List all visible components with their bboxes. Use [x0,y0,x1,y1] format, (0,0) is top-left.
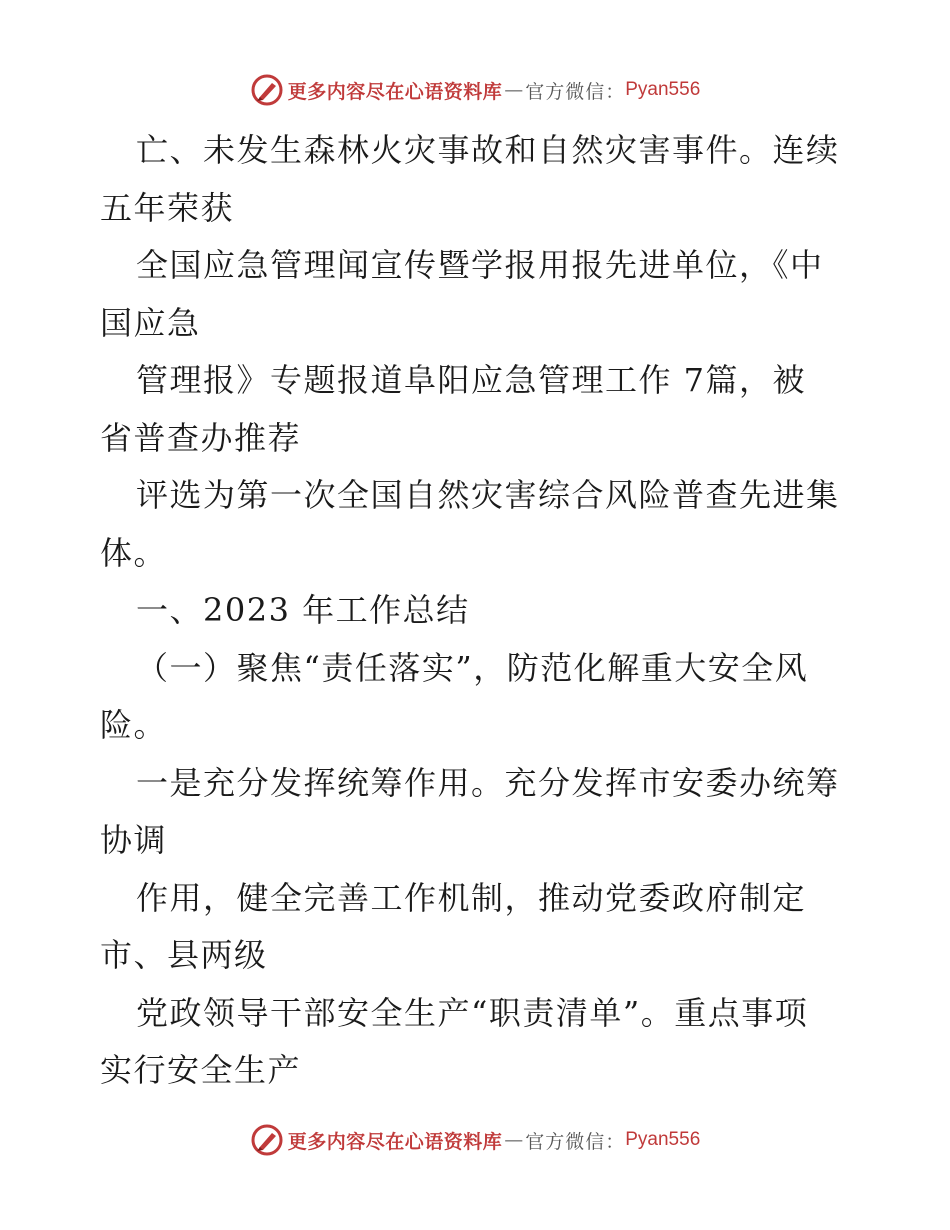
paragraph [100,352,860,467]
paragraph-line: 市、县两级 [100,936,268,974]
paragraph-line: 险。 [100,706,168,744]
paragraph-line: 协调 [100,821,168,859]
paragraph-line: 全国应急管理闻宣传暨学报用报先进单位，《中 [136,246,824,284]
paragraph [100,122,860,237]
paragraph-line: 五年荣获 [100,188,235,227]
footer-banner-wechat-id: Pyan556 [625,1129,701,1150]
paragraph [100,985,860,1100]
paragraph-line: 作用，健全完善工作机制，推动党委政府制定 [136,878,807,917]
footer-banner-dash: — [504,1129,524,1151]
footer-watermark-banner [0,1120,950,1160]
header-banner-wechat-id: Pyan556 [625,79,701,100]
paragraph-line: 体。 [100,533,168,572]
header-banner-wechat-label: 官方微信： [525,80,626,103]
paragraph [100,467,860,582]
header-banner-text: 更多内容尽在心语资料库 [287,80,503,103]
header-watermark-banner [0,70,950,110]
paragraph [100,640,860,755]
pen-logo-icon [250,73,284,107]
document-body [100,122,860,1100]
paragraph-line: 管理报》专题报道阜阳应急管理工作 7篇，被 [136,361,807,399]
header-banner-dash: — [504,79,524,101]
paragraph-line: 一是充分发挥统筹作用。充分发挥市安委办统筹 [136,763,840,802]
section-heading-text: 一、2023 年工作总结 [136,591,470,629]
paragraph [100,237,860,352]
section-heading [100,582,860,640]
footer-banner-wechat-label: 官方微信： [525,1130,626,1153]
paragraph [100,870,860,985]
pen-logo-icon [250,1123,284,1157]
paragraph-line: 亡、未发生森林火灾事故和自然灾害事件。连续 [136,131,840,169]
paragraph [100,755,860,870]
paragraph-line: 国应急 [100,303,201,342]
paragraph-line: 省普查办推荐 [100,418,302,457]
footer-banner-text: 更多内容尽在心语资料库 [287,1130,503,1153]
paragraph-line: 评选为第一次全国自然灾害综合风险普查先进集 [136,476,840,514]
paragraph-line: 党政领导干部安全生产“职责清单”。重点事项 [136,993,809,1032]
paragraph-line: （一）聚焦“责任落实”，防范化解重大安全风 [136,648,809,687]
paragraph-line: 实行安全生产 [100,1051,302,1089]
